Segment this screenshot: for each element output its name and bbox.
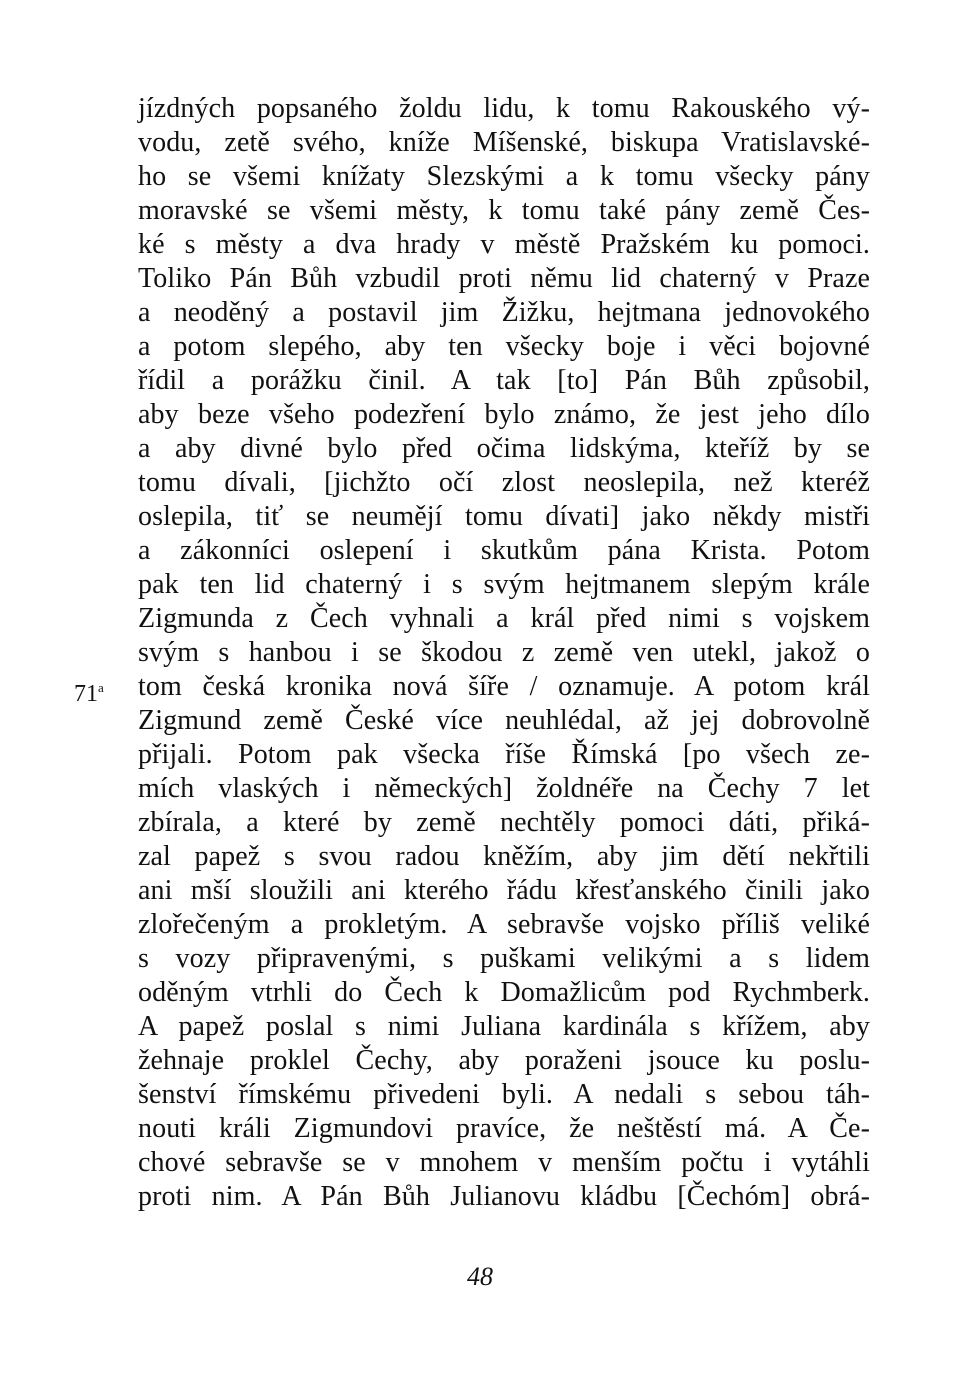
text-line: a potom slepého, aby ten všecky boje i věci bojovné — [138, 331, 870, 362]
text-line: a zákonníci oslepení i skutkům pána Krista. Potom — [138, 535, 870, 566]
text-line: proti nim. A Pán Bůh Julianovu kládbu [Čechóm] obrá- — [138, 1181, 870, 1212]
folio-side: a — [98, 680, 104, 695]
text-line: oděným vtrhli do Čech k Domažlicům pod Rychmberk. — [138, 977, 870, 1008]
text-line: Zigmund země České více neuhlédal, až jej dobrovolně — [138, 705, 870, 736]
text-line: nouti králi Zigmundovi pravíce, že neštěstí má. A Če- — [138, 1113, 870, 1144]
text-line: pak ten lid chaterný i s svým hejtmanem slepým krále — [138, 569, 870, 600]
text-line: s vozy připravenými, s puškami velikými a s lidem — [138, 943, 870, 974]
text-line: zal papež s svou radou kněžím, aby jim dětí nekřtili — [138, 841, 870, 872]
text-line: moravské se všemi městy, k tomu také pány země Čes- — [138, 195, 870, 226]
page-number: 48 — [467, 1262, 493, 1291]
text-line: mích vlaských i německých] žoldnéře na Čechy 7 let — [138, 773, 870, 804]
text-line: zbírala, a které by země nechtěly pomoci dáti, přiká- — [138, 807, 870, 838]
text-line: šenství římskému přivedeni byli. A nedali s sebou táh- — [138, 1079, 870, 1110]
text-line: přijali. Potom pak všecka říše Římská [po všech ze- — [138, 739, 870, 770]
text-line: vodu, zetě svého, kníže Míšenské, biskupa Vratislavské- — [138, 127, 870, 158]
folio-number: 71 — [74, 681, 98, 707]
text-line: tom česká kronika nová šíře / oznamuje. A potom král — [138, 671, 870, 702]
text-line: ho se všemi knížaty Slezskými a k tomu všecky pány — [138, 161, 870, 192]
body-text — [138, 92, 870, 1214]
text-line: a neoděný a postavil jim Žižku, hejtmana jednovokého — [138, 297, 870, 328]
folio-margin-note — [74, 671, 104, 711]
text-line: svým s hanbou i se škodou z země ven utekl, jakož o — [138, 637, 870, 668]
text-line: ké s městy a dva hrady v městě Pražském ku pomoci. — [138, 229, 870, 260]
text-line: oslepila, tiť se neumějí tomu dívati] jako někdy mistři — [138, 501, 870, 532]
text-line: žehnaje proklel Čechy, aby poraženi jsouce ku poslu- — [138, 1045, 870, 1076]
text-line: aby beze všeho podezření bylo známo, že jest jeho dílo — [138, 399, 870, 430]
text-line: Zigmunda z Čech vyhnali a král před nimi s vojskem — [138, 603, 870, 634]
text-line: chové sebravše se v mnohem v menším počtu i vytáhli — [138, 1147, 870, 1178]
text-line: zlořečeným a prokletým. A sebravše vojsko příliš veliké — [138, 909, 870, 940]
text-line: Toliko Pán Bůh vzbudil proti němu lid chaterný v Praze — [138, 263, 870, 294]
text-line: tomu dívali, [jichžto očí zlost neoslepila, než kteréž — [138, 467, 870, 498]
text-line: a aby divné bylo před očima lidskýma, kteříž by se — [138, 433, 870, 464]
text-line: ani mší sloužili ani kterého řádu křesťanského činili jako — [138, 875, 870, 906]
text-line: A papež poslal s nimi Juliana kardinála s křížem, aby — [138, 1011, 870, 1042]
text-line: řídil a porážku činil. A tak [to] Pán Bůh způsobil, — [138, 365, 870, 396]
text-line: jízdných popsaného žoldu lidu, k tomu Rakouského vý- — [138, 93, 870, 124]
